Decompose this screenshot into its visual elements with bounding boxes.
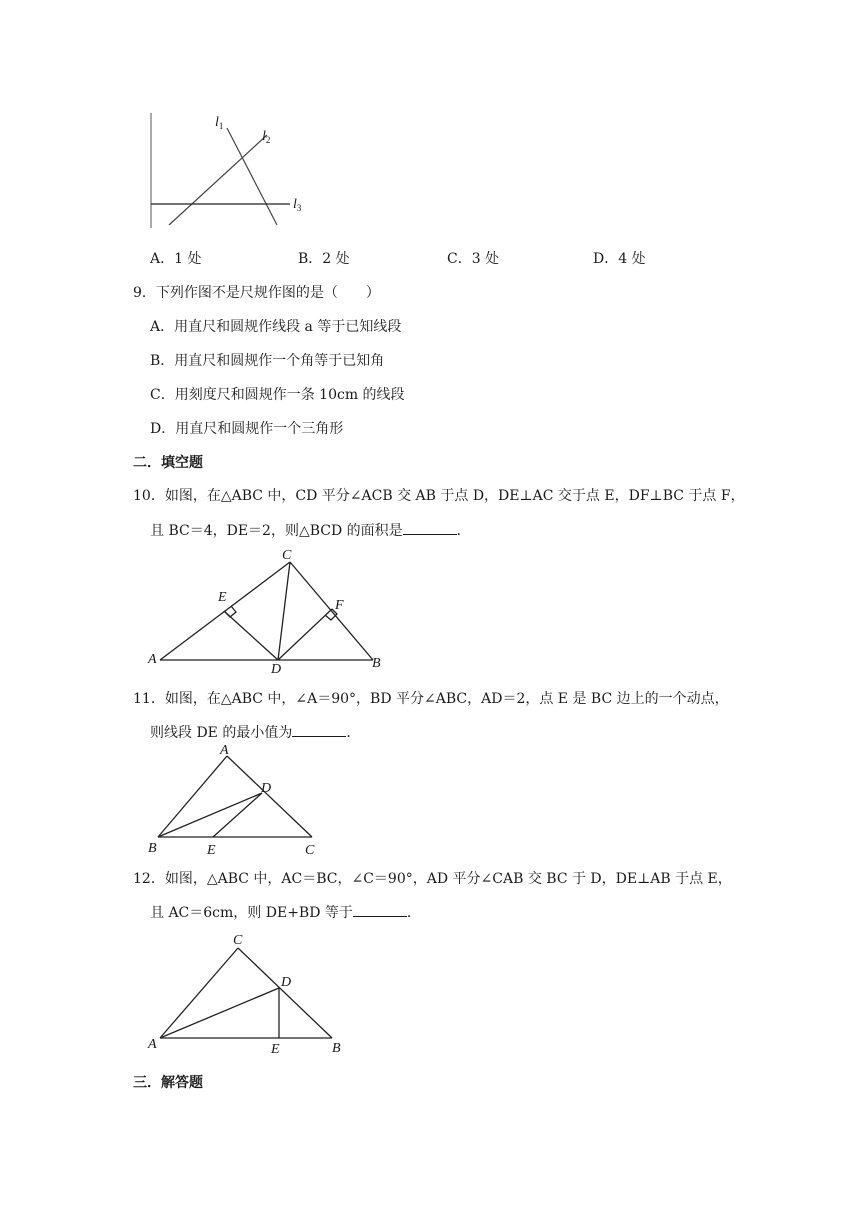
q8-figure bbox=[140, 108, 320, 233]
q12-figure bbox=[140, 928, 360, 1058]
q11-line1: 11．如图，在△ABC 中，∠A＝90°，BD 平分∠ABC，AD＝2，点 E 是 BC 边上的一个动点， bbox=[133, 691, 729, 707]
q11-line2-end: ． bbox=[346, 725, 361, 741]
q12-label-b: B bbox=[332, 1041, 341, 1056]
label-l2: $l_2$ bbox=[262, 129, 271, 145]
q12-answer-blank[interactable] bbox=[353, 904, 407, 917]
q12-side-cb bbox=[238, 948, 332, 1038]
q10-label-c: C bbox=[282, 548, 292, 563]
q10-label-d: D bbox=[271, 662, 282, 675]
q10-side-ac bbox=[160, 562, 290, 660]
q10-side-cb bbox=[290, 562, 373, 660]
q11-label-c: C bbox=[305, 843, 315, 858]
q9-option-b: B．用直尺和圆规作一个角等于已知角 bbox=[150, 353, 385, 369]
q11-label-d: D bbox=[261, 781, 272, 796]
q8-option-b: B．2 处 bbox=[298, 251, 350, 267]
q12-line2 bbox=[150, 902, 421, 922]
q8-option-c: C．3 处 bbox=[447, 251, 500, 267]
q12-segment-ad bbox=[160, 988, 279, 1038]
q10-segment-de bbox=[224, 611, 278, 660]
q10-label-a: A bbox=[148, 652, 157, 667]
q9-stem: 9．下列作图不是尺规作图的是（ ） bbox=[133, 285, 380, 301]
q11-side-ac bbox=[227, 756, 312, 837]
q8-option-a: A．1 处 bbox=[150, 251, 202, 267]
q12-line1: 12．如图，△ABC 中，AC＝BC，∠C＝90°，AD 平分∠CAB 交 BC 于 D，DE⊥AB 于点 E， bbox=[133, 871, 732, 887]
label-l3: $l_3$ bbox=[293, 197, 302, 213]
q10-figure bbox=[140, 545, 400, 675]
section-fill-in-title: 二．填空题 bbox=[133, 455, 203, 471]
q11-figure bbox=[140, 742, 340, 860]
q12-label-d: D bbox=[281, 975, 292, 990]
q11-label-b: B bbox=[148, 841, 157, 856]
q11-label-e: E bbox=[207, 843, 216, 858]
q9-option-d: D．用直尺和圆规作一个三角形 bbox=[150, 421, 344, 437]
line-l1 bbox=[169, 135, 267, 225]
q12-side-ac bbox=[160, 948, 238, 1038]
q10-segment-df bbox=[278, 609, 332, 660]
label-l1: $l_1$ bbox=[215, 115, 224, 131]
q12-label-e: E bbox=[271, 1042, 280, 1057]
q11-side-ab bbox=[158, 756, 227, 837]
q9-option-a: A．用直尺和圆规作线段 a 等于已知线段 bbox=[150, 319, 402, 335]
q10-label-b: B bbox=[372, 656, 381, 671]
q9-option-c: C．用刻度尺和圆规作一条 10cm 的线段 bbox=[150, 387, 405, 403]
q11-segment-bd bbox=[158, 793, 262, 837]
q10-answer-blank[interactable] bbox=[403, 522, 457, 535]
q10-line2-end: ． bbox=[456, 523, 471, 539]
q12-line2-text: 且 AC＝6cm，则 DE+BD 等于 bbox=[150, 905, 353, 921]
q11-segment-de bbox=[213, 793, 262, 837]
q8-option-d: D．4 处 bbox=[593, 251, 646, 267]
q12-label-a: A bbox=[148, 1037, 157, 1052]
q10-segment-cd bbox=[278, 562, 290, 660]
q10-line1: 10．如图，在△ABC 中，CD 平分∠ACB 交 AB 于点 D，DE⊥AC 交于点 E，DF⊥BC 于点 F， bbox=[133, 488, 745, 504]
q12-line2-end: ． bbox=[406, 905, 421, 921]
q10-label-e: E bbox=[218, 590, 227, 605]
q12-label-c: C bbox=[233, 933, 243, 948]
q11-line2 bbox=[150, 722, 360, 742]
q10-label-f: F bbox=[335, 598, 344, 613]
q10-line2 bbox=[150, 520, 471, 540]
section-answer-title: 三．解答题 bbox=[133, 1075, 203, 1091]
q11-label-a: A bbox=[220, 743, 229, 758]
q11-line2-text: 则线段 DE 的最小值为 bbox=[150, 725, 293, 741]
q10-line2-text: 且 BC＝4，DE＝2，则△BCD 的面积是 bbox=[150, 523, 403, 539]
q11-answer-blank[interactable] bbox=[292, 724, 346, 737]
